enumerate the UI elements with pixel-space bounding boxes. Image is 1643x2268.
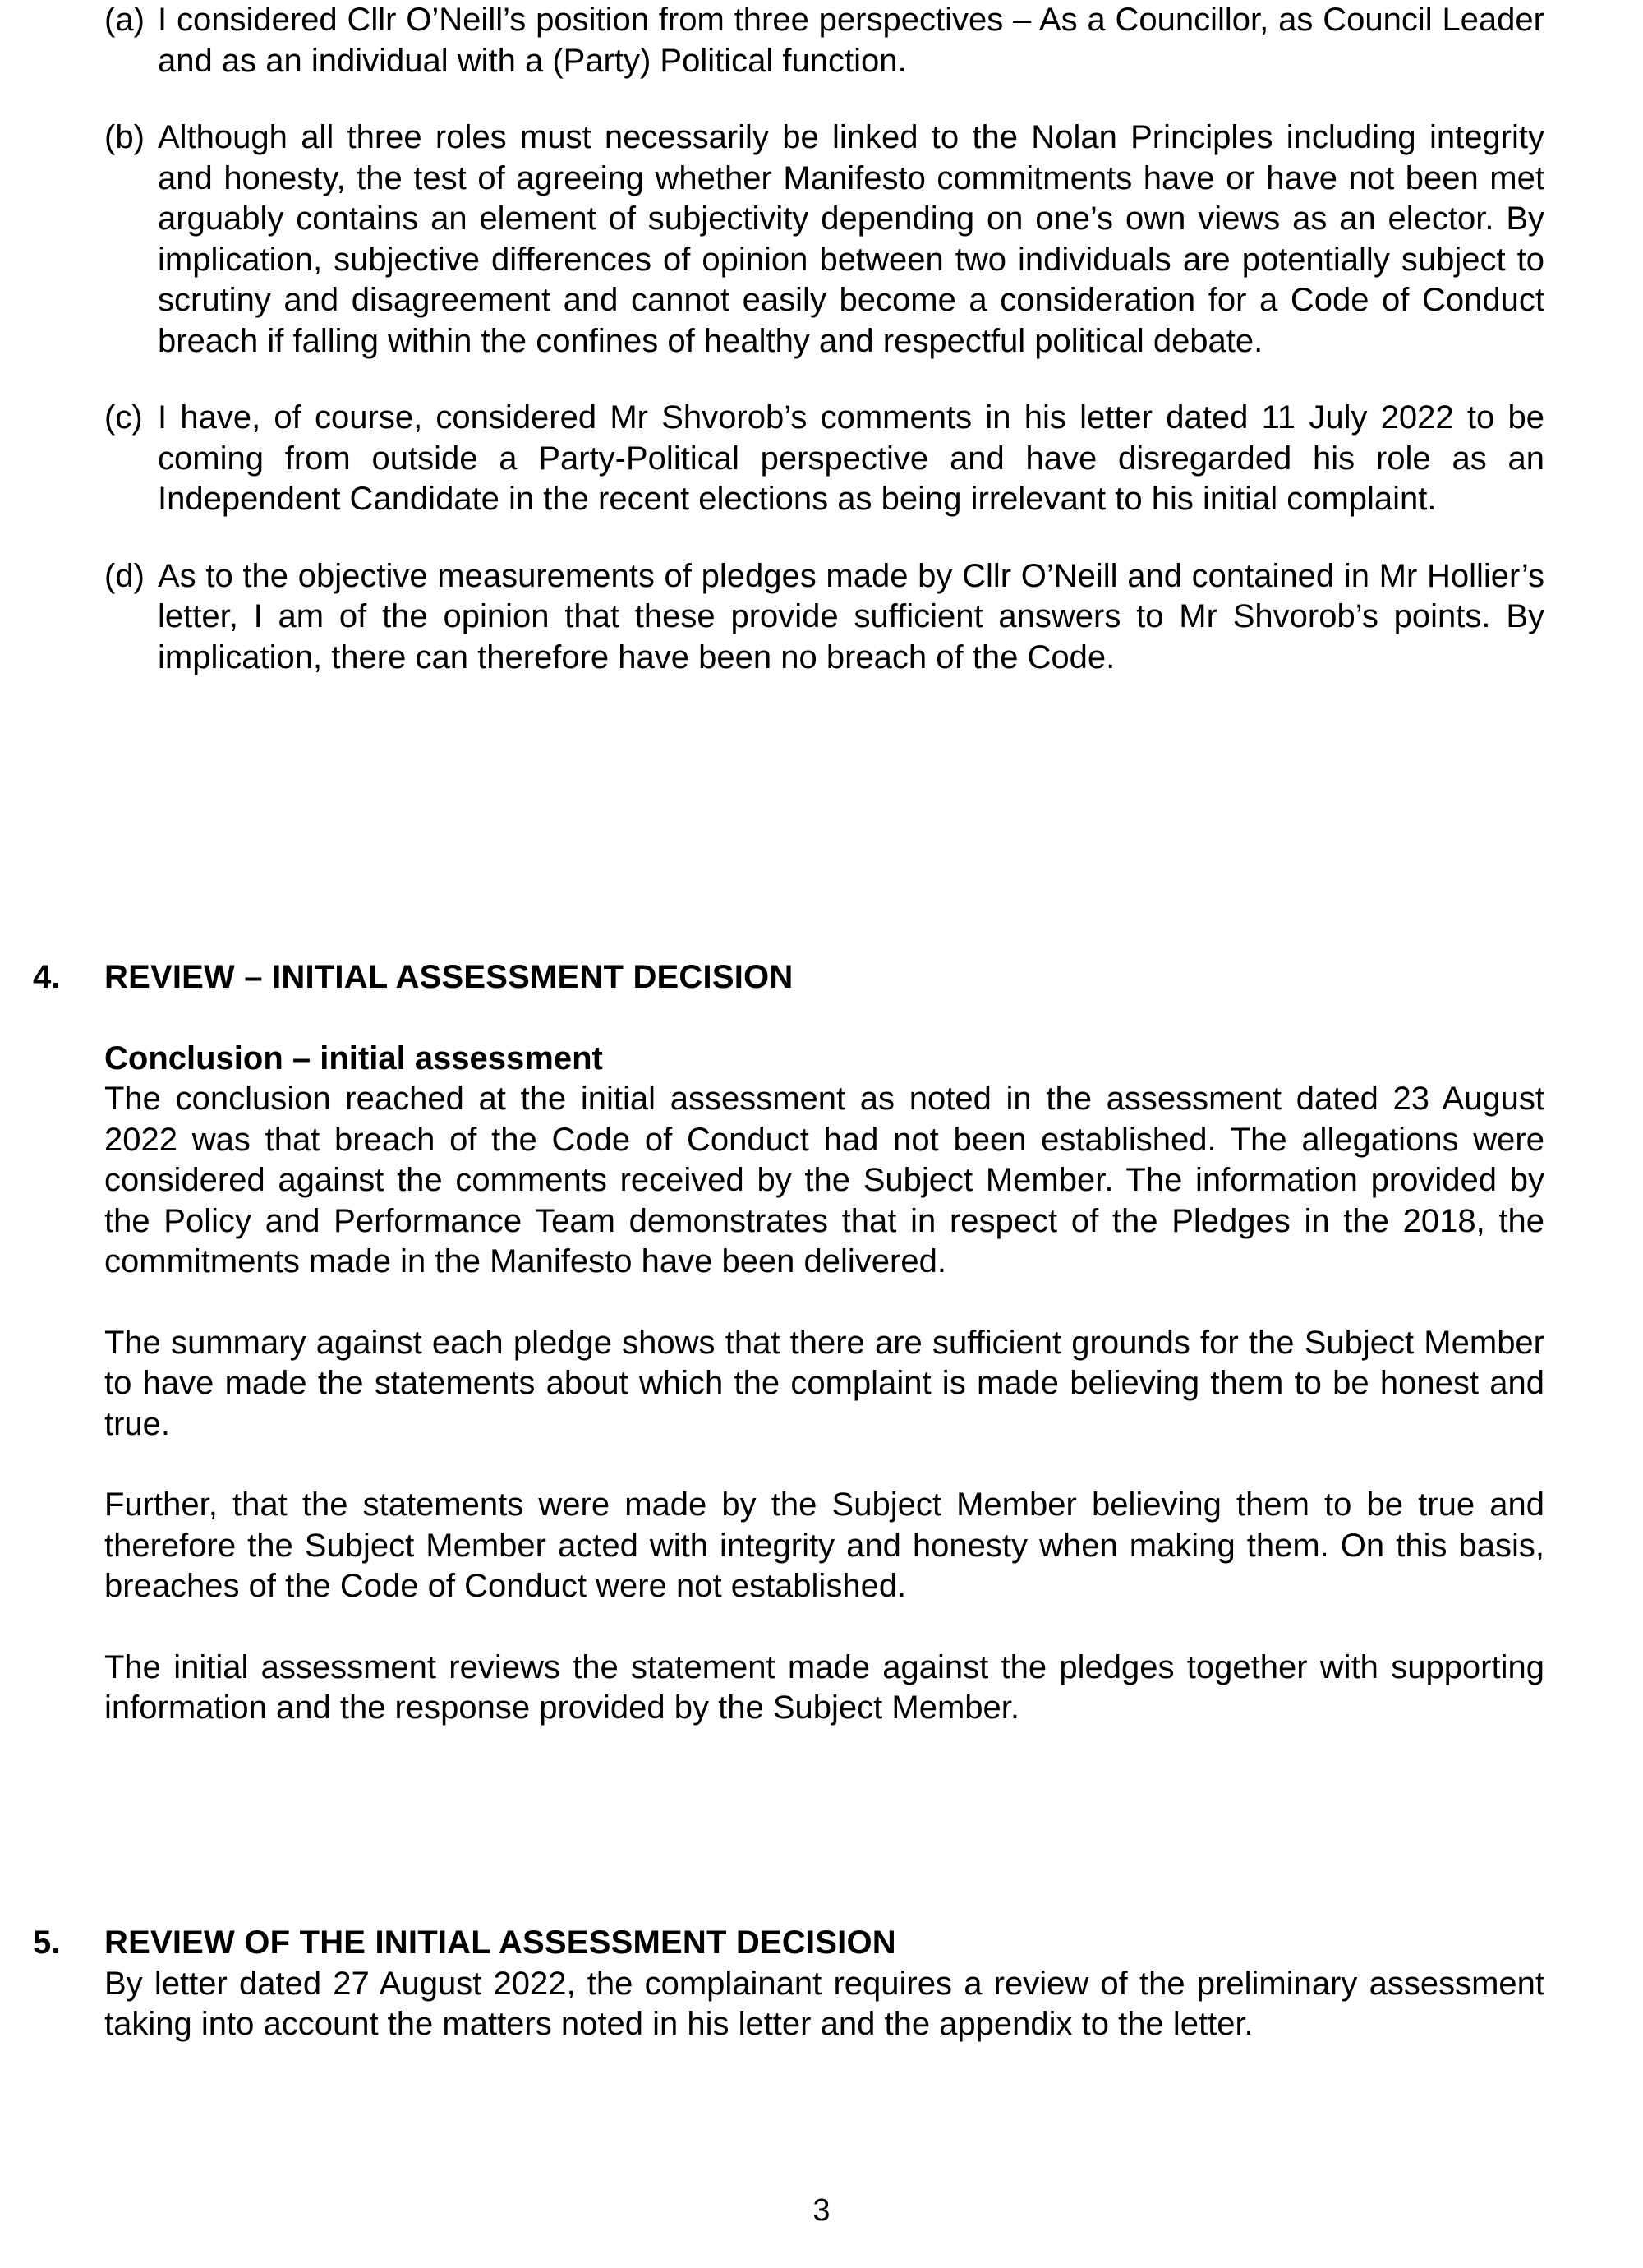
list-item-text: I considered Cllr O’Neill’s position from three perspectives – As a Councillor, as Council Leader and as an individual with a (Party) Political function.	[158, 2, 1544, 79]
section-number: 4.	[33, 959, 61, 995]
paragraph: The initial assessment reviews the statement made against the pledges together with supporting information and the response provided by the Subject Member.	[104, 1648, 1544, 1726]
paragraph: Further, that the statements were made by the Subject Member believing them to be true and therefore the Subject Member acted with integrity and honesty when making them. On this basis, breaches of the Code of Conduct were not established.	[104, 1487, 1544, 1604]
list-item	[104, 118, 1544, 362]
page-footer	[0, 2192, 1643, 2229]
list-item	[104, 398, 1544, 520]
lettered-sub-points-list	[104, 0, 1544, 678]
page-number: 3	[812, 2193, 831, 2228]
section-body	[104, 1923, 1544, 2045]
section-body	[104, 957, 1544, 1729]
list-item	[104, 0, 1544, 81]
section-heading: REVIEW – INITIAL ASSESSMENT DECISION	[104, 959, 794, 995]
section-5	[33, 1923, 1544, 2045]
list-item-text: Although all three roles must necessarily be linked to the Nolan Principles including integrity and honesty, the test of agreeing whether Manifesto commitments have or have not been met arguably contains an element of subjectivity depending on one’s own views as an elector. By implication, subjective differences of opinion between two individuals are potentially subject to scrutiny and disagreement and cannot easily become a consideration for a Code of Conduct breach if falling within the confines of healthy and respectful political debate.	[158, 119, 1544, 359]
paragraph: The summary against each pledge shows that there are sufficient grounds for the Subject Member to have made the statements about which the complaint is made believing them to be honest and true.	[104, 1324, 1544, 1442]
list-item-marker: (b)	[104, 119, 145, 155]
section-sub-heading: Conclusion – initial assessment	[104, 1040, 603, 1076]
section-heading: REVIEW OF THE INITIAL ASSESSMENT DECISION	[104, 1925, 896, 1961]
section-number: 5.	[33, 1925, 61, 1961]
paragraph: The conclusion reached at the initial assessment as noted in the assessment dated 23 August 2022 was that breach of the Code of Conduct had not been established. The allegations were considered against the comments received by the Subject Member. The information provided by the Policy and Performance Team demonstrates that in respect of the Pledges in the 2018, the commitments made in the Manifesto have been delivered.	[104, 1081, 1544, 1279]
list-item	[104, 556, 1544, 679]
list-item-marker: (a)	[104, 2, 145, 38]
list-item-text: I have, of course, considered Mr Shvorob’s comments in his letter dated 11 July 2022 to be coming from outside a Party-Political perspective and have disregarded his role as an Independent Candidate in the recent elections as being irrelevant to his initial complaint.	[158, 399, 1544, 517]
list-item-marker: (c)	[104, 399, 143, 436]
list-item-marker: (d)	[104, 557, 145, 594]
section-4	[33, 957, 1544, 1729]
list-item-text: As to the objective measurements of pledges made by Cllr O’Neill and contained in Mr Hollier’s letter, I am of the opinion that these provide sufficient answers to Mr Shvorob’s points. By implication, there can therefore have been no breach of the Code.	[158, 557, 1544, 675]
paragraph: By letter dated 27 August 2022, the complainant requires a review of the preliminary assessment taking into account the matters noted in his letter and the appendix to the letter.	[104, 1965, 1544, 2042]
